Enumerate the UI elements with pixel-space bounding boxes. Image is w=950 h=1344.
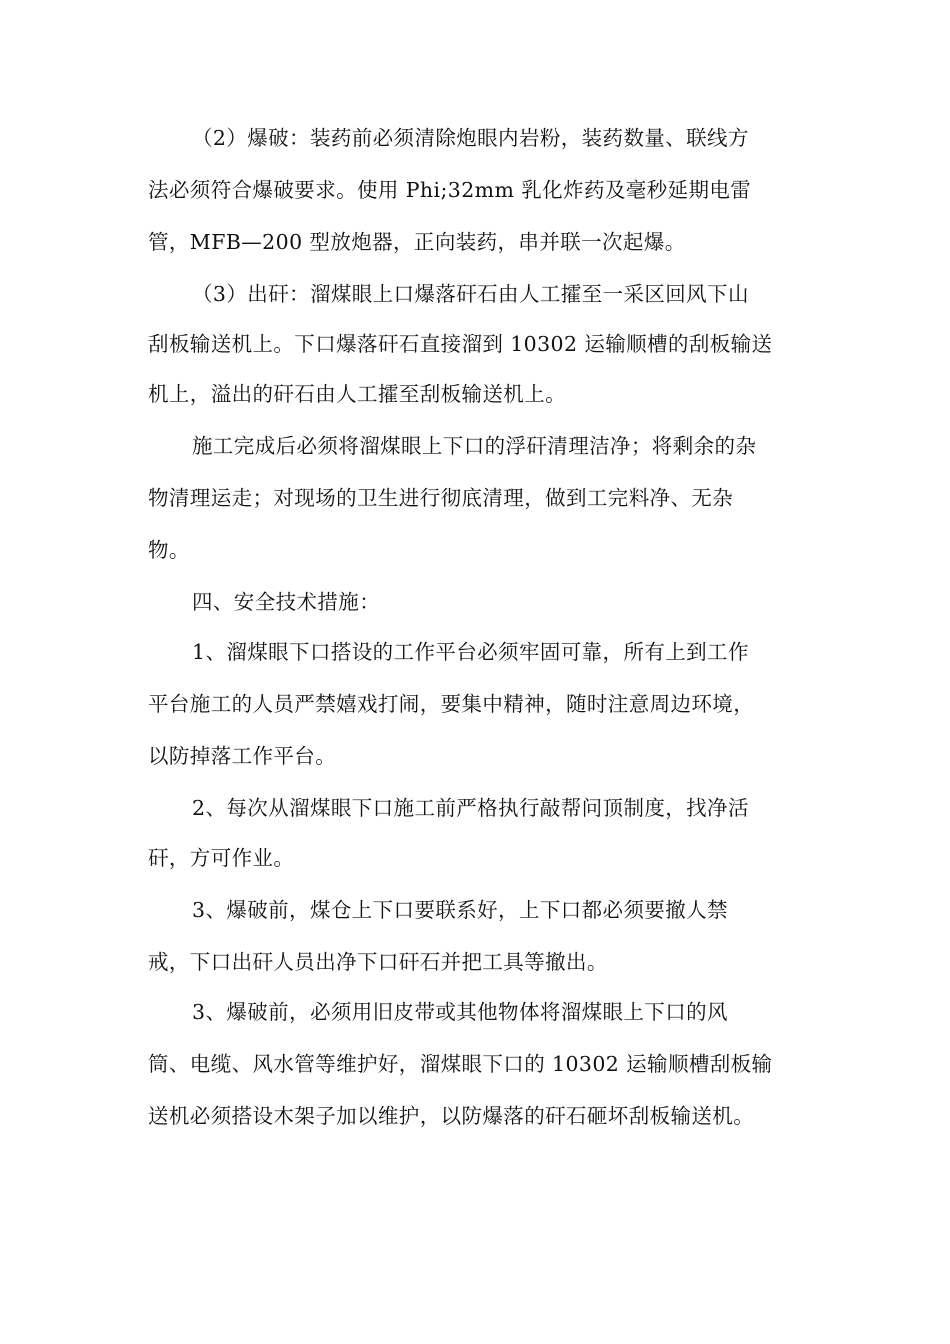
measure-1-line-2: 平台施工的人员严禁嬉戏打闹，要集中精神，随时注意周边环境， bbox=[148, 692, 755, 716]
paragraph-cleanup-line-2: 物清理运走；对现场的卫生进行彻底清理，做到工完料净、无杂 bbox=[148, 486, 734, 510]
paragraph-blasting-line-3: 管，MFB—200 型放炮器，正向装药，串并联一次起爆。 bbox=[148, 230, 686, 254]
measure-3-line-2: 戒，下口出矸人员出净下口矸石并把工具等撤出。 bbox=[148, 950, 608, 974]
paragraph-cleanup-line-3: 物。 bbox=[148, 538, 190, 562]
measure-3b-line-3: 送机必须搭设木架子加以维护，以防爆落的矸石砸坏刮板输送机。 bbox=[148, 1104, 755, 1128]
paragraph-mucking-line-1: （3）出矸：溜煤眼上口爆落矸石由人工攉至一采区回风下山 bbox=[192, 282, 749, 306]
measure-3-line-1: 3、爆破前，煤仓上下口要联系好，上下口都必须要撤人禁 bbox=[192, 898, 728, 922]
measure-1-line-1: 1、溜煤眼下口搭设的工作平台必须牢固可靠，所有上到工作 bbox=[192, 640, 749, 664]
measure-2-line-1: 2、每次从溜煤眼下口施工前严格执行敲帮问顶制度，找净活 bbox=[192, 796, 749, 820]
paragraph-mucking-line-3: 机上，溢出的矸石由人工攉至刮板输送机上。 bbox=[148, 382, 566, 406]
measure-3b-line-2: 筒、电缆、风水管等维护好，溜煤眼下口的 10302 运输顺槽刮板输 bbox=[148, 1052, 773, 1076]
measure-1-line-3: 以防掉落工作平台。 bbox=[148, 744, 337, 768]
paragraph-cleanup-line-1: 施工完成后必须将溜煤眼上下口的浮矸清理洁净；将剩余的杂 bbox=[192, 434, 757, 458]
paragraph-blasting-line-2: 法必须符合爆破要求。使用 Phi;32mm 乳化炸药及毫秒延期电雷 bbox=[148, 178, 752, 202]
paragraph-blasting-line-1: （2）爆破：装药前必须清除炮眼内岩粉，装药数量、联线方 bbox=[192, 126, 749, 150]
measure-3b-line-1: 3、爆破前，必须用旧皮带或其他物体将溜煤眼上下口的风 bbox=[192, 1000, 728, 1024]
section-heading: 四、安全技术措施： bbox=[192, 590, 381, 614]
measure-2-line-2: 矸，方可作业。 bbox=[148, 846, 295, 870]
paragraph-mucking-line-2: 刮板输送机上。下口爆落矸石直接溜到 10302 运输顺槽的刮板输送 bbox=[148, 332, 773, 356]
